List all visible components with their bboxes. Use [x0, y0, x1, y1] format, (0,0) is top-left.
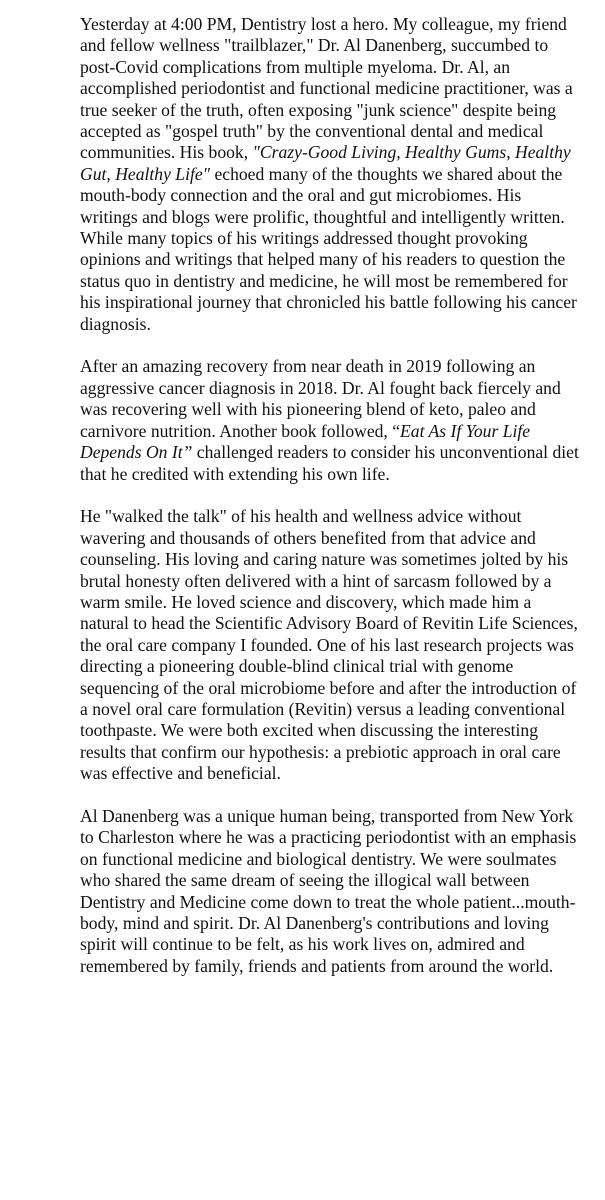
book-title-crazy-good-living: "Crazy-Good Living, Healthy Gums, Healthy Gut, Healthy Life" [80, 142, 571, 184]
paragraph-tribute-intro [80, 14, 583, 335]
paragraph-text: After an amazing recovery from near death in 2019 following an aggressive cancer diagnosis in 2018. Dr. Al fought back fiercely and was recovering well with his pioneering blend of keto, paleo and carnivore nutrition. Another book followed, “ [80, 356, 561, 441]
paragraph-unique-human-being: Al Danenberg was a unique human being, transported from New York to Charleston where he was a practicing periodontist with an emphasis on functional medicine and biological dentistry. We were soulmates who shared the same dream of seeing the illogical wall between Dentistry and Medicine come down to treat the whole patient...mouth-body, mind and spirit. Dr. Al Danenberg's contributions and loving spirit will continue to be felt, as his work lives on, admired and remembered by family, friends and patients from around the world. [80, 805, 577, 976]
book-title-eat-as-if: Eat As If Your Life Depends On It” [80, 420, 531, 463]
paragraph-recovery [80, 356, 583, 484]
paragraph-text: challenged readers to consider his unconventional diet that he credited with extending his own life. [80, 442, 579, 484]
paragraph-text: echoed many of the thoughts we shared about the mouth-body connection and the oral and gut microbiomes. His writings and blogs were prolific, thoughtful and intelligently written. While many topics of his writings addressed thought provoking opinions and writings that helped many of his readers to question the status quo in dentistry and medicine, he will most be remembered for his inspirational journey that chronicled his battle following his cancer diagnosis. [80, 163, 577, 334]
paragraph-text: Yesterday at 4:00 PM, Dentistry lost a hero. My colleague, my friend and fellow wellness "trailblazer," Dr. Al Danenberg, succumbed to post-Covid complications from multiple myeloma. Dr. Al, an accomplished periodontist and functional medicine practitioner, was a true seeker of the truth, often exposing "junk science" despite being accepted as "gospel truth" by the conventional dental and medical communities. His book, [80, 14, 573, 163]
paragraph-walked-the-talk: He "walked the talk" of his health and wellness advice without wavering and thousands of others benefited from that advice and counseling. His loving and caring nature was sometimes jolted by his brutal honesty often delivered with a hint of sarcasm followed by a warm smile. He loved science and discovery, which made him a natural to head the Scientific Advisory Board of Revitin Life Sciences, the oral care company I founded. One of his last research projects was directing a pioneering double-blind clinical trial with genome sequencing of the oral microbiome before and after the introduction of a novel oral care formulation (Revitin) versus a leading conventional toothpaste. We were both excited when discussing the interesting results that confirm our hypothesis: a prebiotic approach in oral care was effective and beneficial. [80, 506, 578, 784]
